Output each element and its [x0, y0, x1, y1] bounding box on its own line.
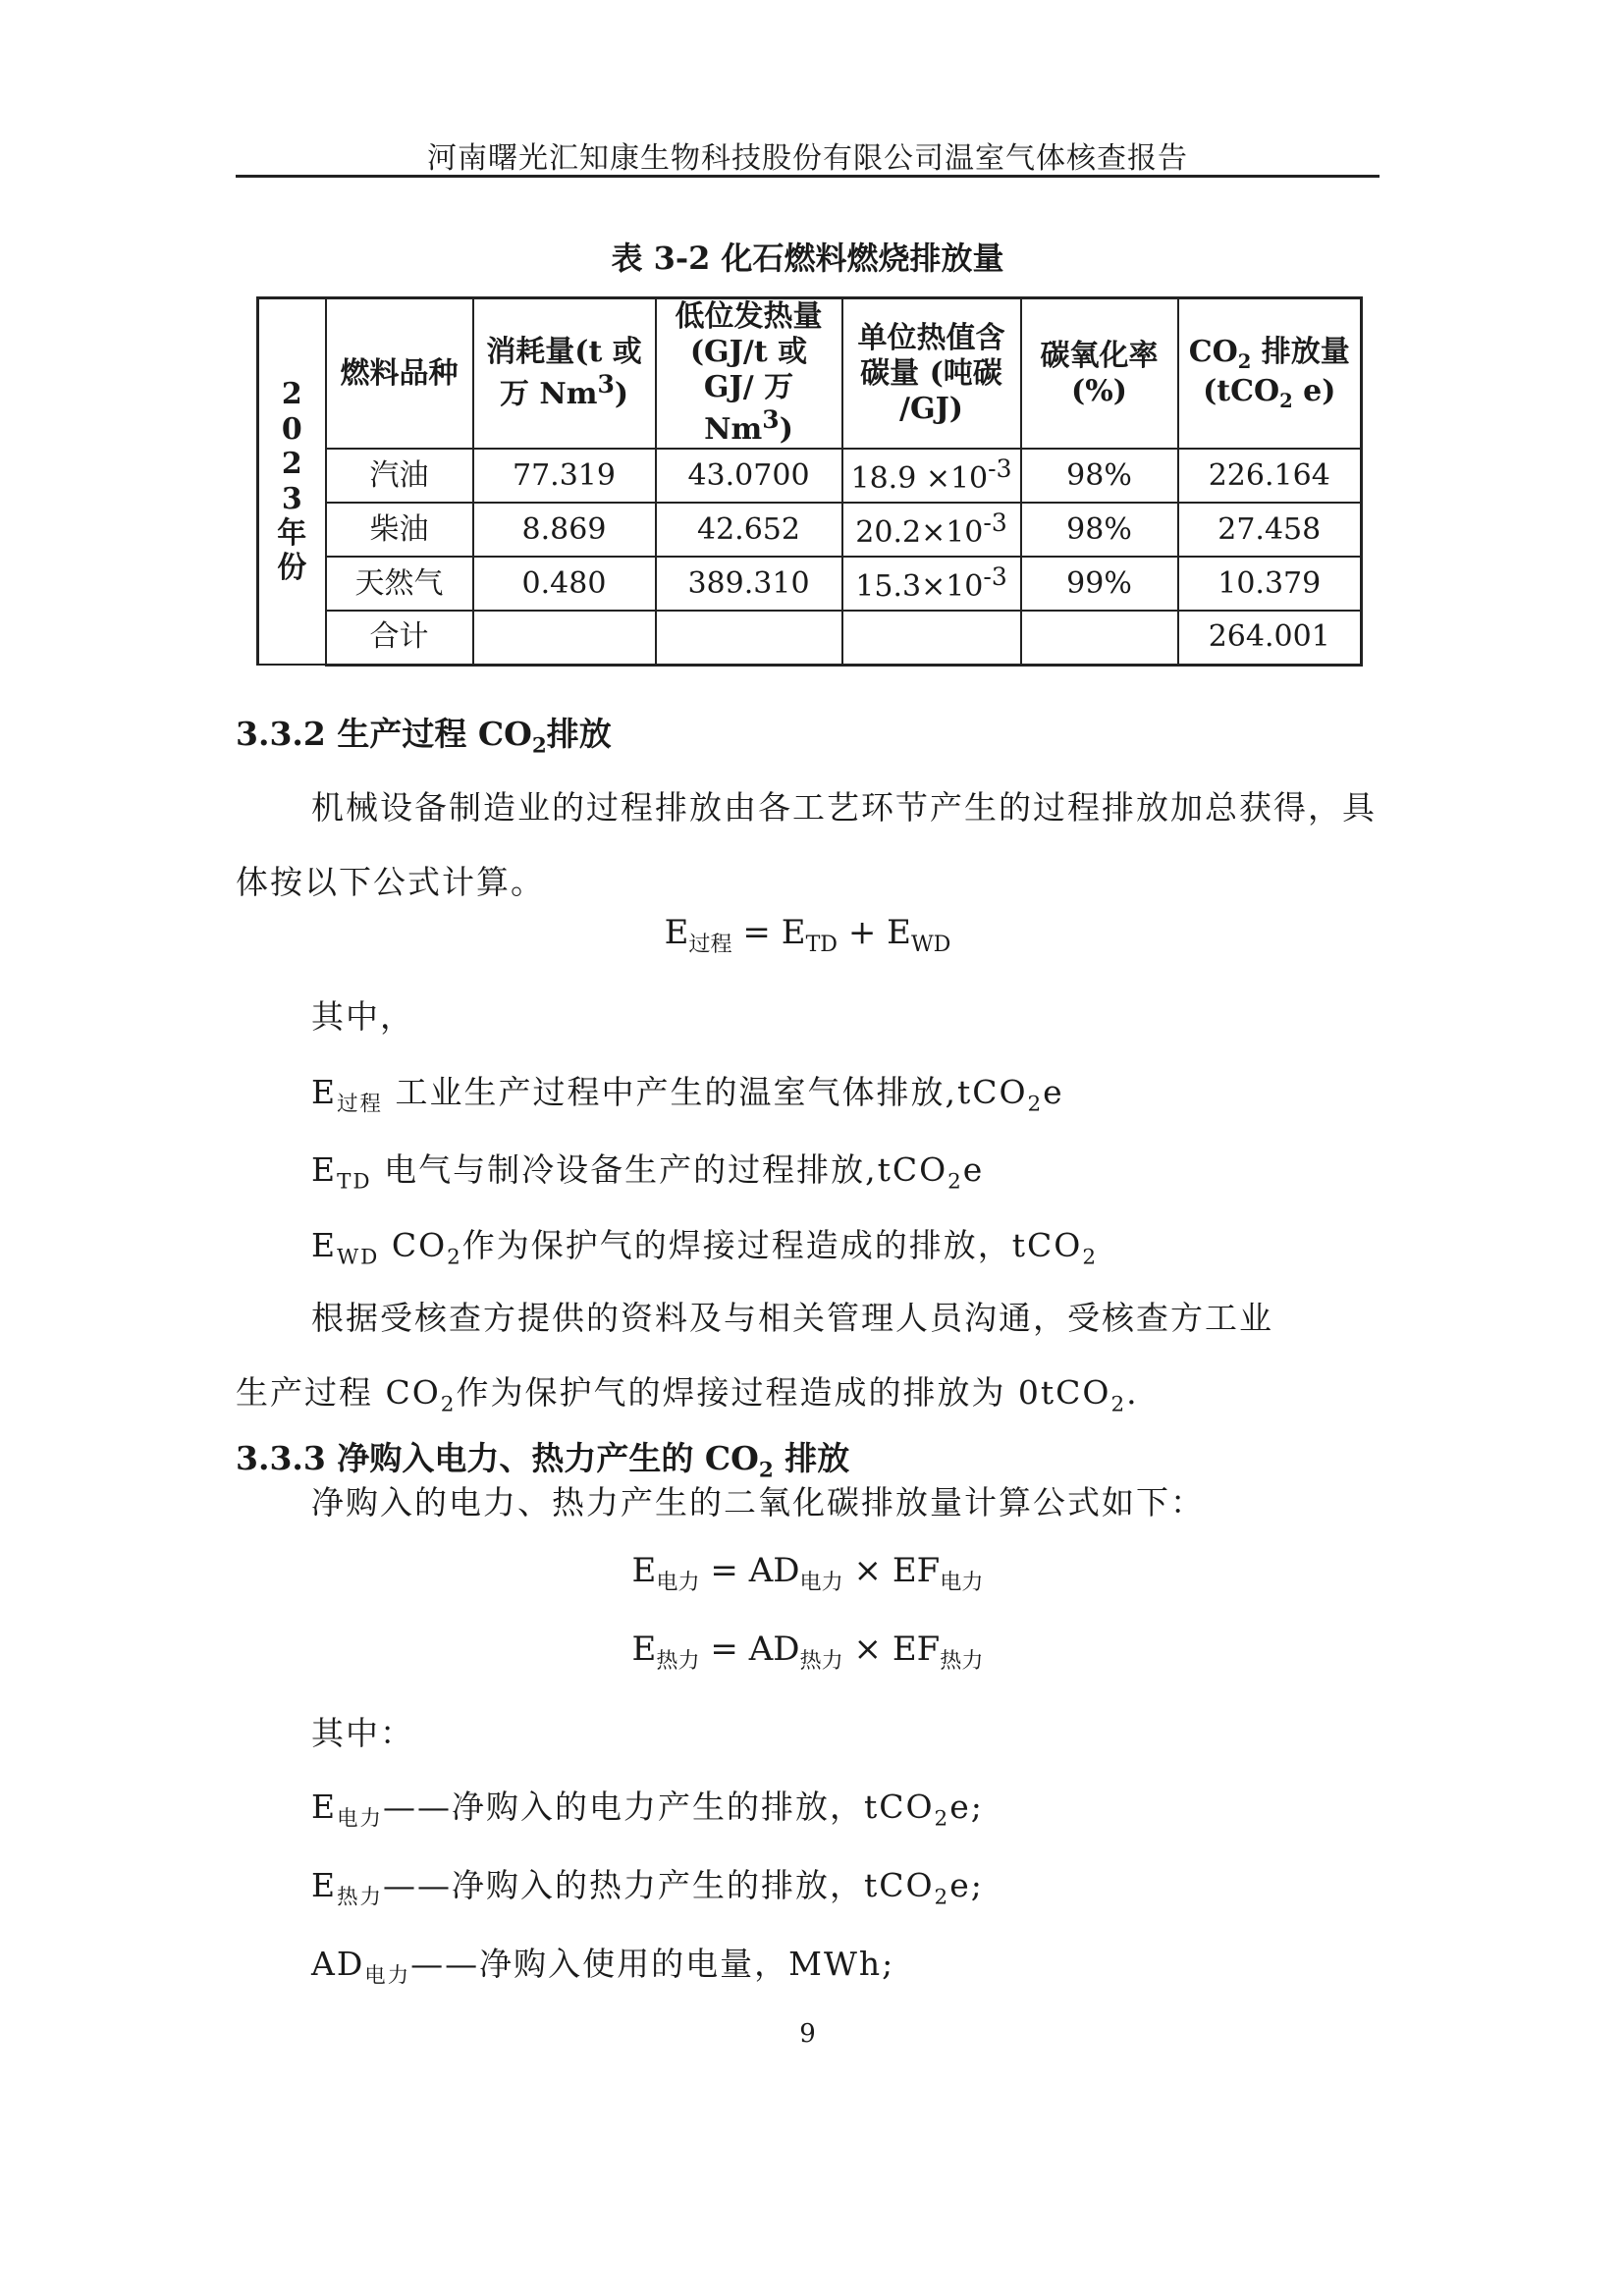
header-consumption: 消耗量(t 或 万 Nm$^3$) [473, 298, 656, 450]
header-fuel: 燃料品种 [326, 298, 473, 450]
table-caption: 表 3-2 化石燃料燃烧排放量 [611, 240, 1004, 277]
cell-fuel: 天然气 [326, 557, 473, 611]
paragraph: 净购入的电力、热力产生的二氧化碳排放量计算公式如下： [311, 1483, 1205, 1522]
header-oxidation-rate: 碳氧化率 (%) [1021, 298, 1178, 450]
cell-consumption: 0.480 [473, 557, 656, 611]
table-row [258, 557, 1362, 611]
definition-ad-electricity: $AD_{电力}——$净购入使用的电量，MWh; [311, 1945, 895, 1989]
table-header-row [258, 298, 1362, 450]
table-row [258, 503, 1362, 557]
cell-consumption: 77.319 [473, 449, 656, 503]
table-total-row [258, 611, 1362, 665]
page-header-title: 河南曙光汇知康生物科技股份有限公司温室气体核查报告 [427, 141, 1188, 176]
cell-consumption: 8.869 [473, 503, 656, 557]
header-rule [236, 175, 1380, 178]
year-label-cell: 2 0 2 3 年 份 [258, 298, 326, 666]
cell-empty [656, 611, 842, 665]
cell-fuel: 汽油 [326, 449, 473, 503]
definition-e-process: $E_{过程}$ 工业生产过程中产生的温室气体排放,tCO$_2$e [311, 1073, 1064, 1117]
cell-empty [1021, 611, 1178, 665]
paragraph: 根据受核查方提供的资料及与相关管理人员沟通，受核查方工业 [311, 1299, 1273, 1337]
cell-ncv: 43.0700 [656, 449, 842, 503]
equation-electricity: $E_{电力} = AD_{电力} \times EF_{电力}$ [631, 1551, 984, 1595]
cell-carbon: $15.3\times 10^{-3}$ [842, 557, 1021, 611]
cell-fuel: 柴油 [326, 503, 473, 557]
cell-oxidation: 98% [1021, 503, 1178, 557]
cell-ncv: 389.310 [656, 557, 842, 611]
cell-oxidation: 99% [1021, 557, 1178, 611]
definition-e-wd: $E_{WD}$ $CO_2$作为保护气的焊接过程造成的排放，tCO$_2$ [311, 1226, 1098, 1270]
cell-total-label: 合计 [326, 611, 473, 665]
definition-e-heat: $E_{热力}——$净购入的热力产生的排放，tCO$_2$e; [311, 1866, 984, 1910]
cell-oxidation: 98% [1021, 449, 1178, 503]
section-heading-3-3-2: 3.3.2 生产过程 $CO_2$排放 [236, 715, 612, 759]
cell-empty [473, 611, 656, 665]
where-label: 其中， [311, 997, 414, 1036]
table-row [258, 449, 1362, 503]
paragraph: 机械设备制造业的过程排放由各工艺环节产生的过程排放加总获得，具体按以下公式计算。 [236, 788, 1377, 901]
cell-total-emission: 264.001 [1178, 611, 1362, 665]
definition-e-electricity: $E_{电力}——$净购入的电力产生的排放，tCO$_2$e; [311, 1788, 984, 1832]
cell-ncv: 42.652 [656, 503, 842, 557]
section-heading-3-3-3: 3.3.3 净购入电力、热力产生的 $CO_2$ 排放 [236, 1439, 850, 1483]
header-ncv: 低位发热量 (GJ/t 或 GJ/ 万 Nm$^3$) [656, 298, 842, 450]
header-emission: $CO_2$ 排放量 (tCO$_2$ e) [1178, 298, 1362, 450]
where-label: 其中： [311, 1714, 414, 1752]
cell-emission: 10.379 [1178, 557, 1362, 611]
cell-carbon: $20.2\times 10^{-3}$ [842, 503, 1021, 557]
equation-heat: $E_{热力} = AD_{热力} \times EF_{热力}$ [631, 1629, 984, 1674]
page-number: 9 [799, 2019, 816, 2049]
paragraph: 生产过程 $CO_2$作为保护气的焊接过程造成的排放为 0tCO$_2$. [236, 1373, 1139, 1417]
emission-table [256, 296, 1363, 667]
cell-emission: 27.458 [1178, 503, 1362, 557]
cell-empty [842, 611, 1021, 665]
header-carbon-content: 单位热值含 碳量 (吨碳 /GJ) [842, 298, 1021, 450]
cell-emission: 226.164 [1178, 449, 1362, 503]
cell-carbon: $18.9 \times 10^{-3}$ [842, 449, 1021, 503]
definition-e-td: $E_{TD}$ 电气与制冷设备生产的过程排放,tCO$_2$e [311, 1150, 985, 1195]
equation-process: $E_{过程} = E_{TD} + E_{WD}$ [664, 913, 951, 957]
